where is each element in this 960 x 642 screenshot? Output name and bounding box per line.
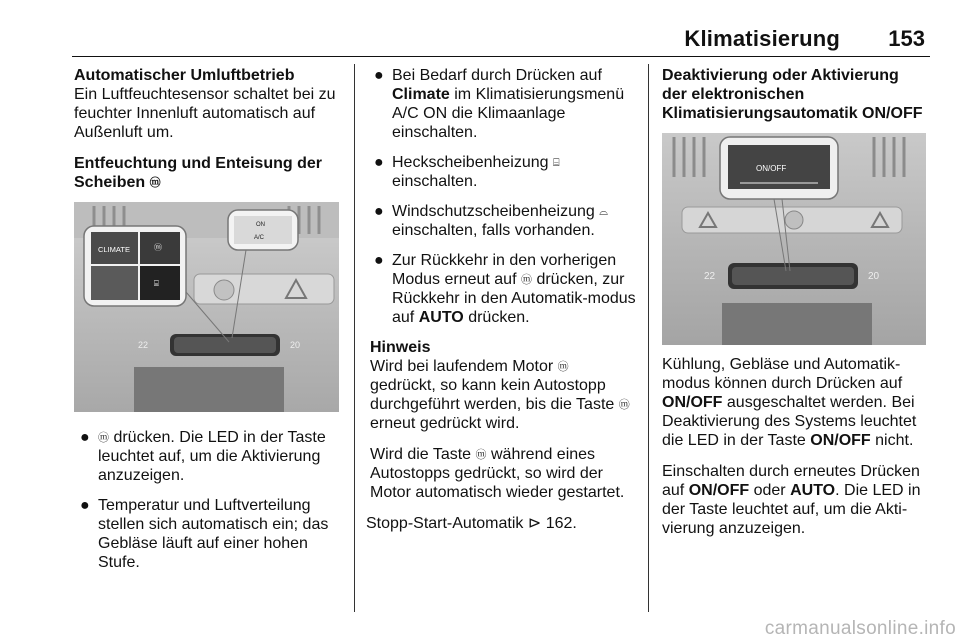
text: drücken, zur Rückkehr in den Automatik-modus auf — [392, 271, 636, 326]
onoff-panel-illustration — [662, 133, 926, 345]
svg-text:ⓜ: ⓜ — [154, 243, 162, 252]
header-rule — [72, 56, 930, 57]
text: Einschalten durch erneutes Drücken auf — [662, 463, 920, 499]
paragraph: Ein Luftfeuchtesensor schaltet bei zu feuchter Innenluft automatisch auf Außenluft um. — [74, 86, 336, 141]
defrost-icon: ⓜ — [98, 431, 109, 444]
section-heading — [74, 154, 346, 192]
list-item: ● Temperatur und Luftverteilung stellen sich automatisch ein; das Gebläse läuft auf einer hohen Stufe. — [80, 497, 329, 571]
temp-left-label: 22 — [704, 271, 716, 282]
text: Wird die Taste — [370, 446, 472, 463]
defrost-icon: ⓜ — [475, 448, 487, 461]
on-label: ON — [256, 222, 265, 228]
list-item: ● Zur Rückkehr in den vorherigen Modus erneut auf ⓜ drücken, zur Rückkehr in den Automatik-modus auf AUTO drücken. — [374, 252, 636, 326]
rear-window-heating-icon: ⌸ — [553, 156, 560, 169]
column-3 — [662, 66, 928, 550]
note-paragraph — [370, 357, 636, 433]
bullet-list — [74, 428, 346, 572]
text: drücken. — [468, 309, 530, 326]
temp-left-label: 22 — [138, 340, 149, 350]
temp-right-label: 20 — [868, 271, 880, 282]
ac-label: A/C — [254, 235, 265, 241]
watermark: carmanualsonline.info — [764, 618, 956, 639]
text: Wird bei laufendem Motor — [370, 358, 554, 375]
text: einschalten, falls vorhanden. — [392, 222, 595, 239]
svg-text:⌸: ⌸ — [154, 279, 159, 288]
text: einschalten. — [392, 173, 478, 190]
list-item: ● Heckscheibenheizung ⌸ einschalten. — [374, 154, 560, 190]
cross-reference[interactable] — [366, 514, 636, 533]
text: erneut gedrückt wird. — [370, 415, 520, 432]
column-divider — [648, 64, 649, 612]
windscreen-heating-icon: ⌓ — [599, 205, 608, 218]
xref-page: 162. — [545, 515, 577, 532]
page-ref-arrow-icon: ⊳ — [527, 515, 542, 532]
climate-keyword: Climate — [392, 86, 450, 103]
text: nicht. — [875, 432, 914, 449]
text: oder — [753, 482, 786, 499]
list-item-text: drücken. Die LED in der Taste leuchtet auf, um die Aktivierung anzuzeigen. — [98, 429, 326, 484]
defrost-icon: ⓜ — [520, 273, 532, 286]
xref-text: Stopp-Start-Automatik — [366, 515, 524, 532]
climate-panel-photo — [74, 202, 339, 412]
text: ausgeschaltet werden. Bei Deaktivierung des Systems leuchtet die LED in der Taste — [662, 394, 917, 449]
text: Zur Rückkehr in den vorherigen Modus erneut auf — [392, 252, 617, 288]
note-title: Hinweis — [370, 339, 431, 356]
bullet-list — [368, 66, 636, 327]
auto-keyword: AUTO — [418, 309, 464, 326]
onoff-keyword: ON/OFF — [662, 394, 723, 411]
text: während eines Autostopps gedrückt, so wird der Motor automatisch wieder gestartet. — [370, 446, 625, 501]
paragraph — [662, 355, 928, 450]
column-1 — [74, 66, 346, 583]
column-divider — [354, 64, 355, 612]
text: Heckscheibenheizung — [392, 154, 549, 171]
text: Kühlung, Gebläse und Automatik-modus können durch Drücken auf — [662, 356, 903, 392]
heading-text: Entfeuchtung und Enteisung der Scheiben — [74, 155, 322, 191]
list-item: ● Bei Bedarf durch Drücken auf Climate im Klimatisierungsmenü A/C ON die Klimaanlage einschalten. — [374, 67, 625, 141]
onoff-panel-photo — [662, 133, 926, 345]
chapter-title: Klimatisierung — [684, 26, 840, 51]
climate-panel-illustration — [74, 202, 339, 412]
climate-button-label: CLIMATE — [98, 245, 130, 254]
list-item: ● Windschutzscheibenheizung ⌓ einschalten, falls vorhanden. — [374, 203, 608, 239]
onoff-keyword: ON/OFF — [810, 432, 871, 449]
defrost-icon: ⓜ — [149, 176, 161, 189]
note-paragraph — [370, 445, 636, 502]
text: im Klimatisierungsmenü A/C ON die Klimaanlage einschalten. — [392, 86, 625, 141]
page-number: 153 — [888, 26, 925, 51]
list-item: ● ⓜ drücken. Die LED in der Taste leuchtet auf, um die Aktivierung anzuzeigen. — [80, 429, 326, 484]
temp-right-label: 20 — [290, 340, 301, 350]
defrost-icon: ⓜ — [557, 360, 569, 373]
section-heading: Automatischer Umluftbetrieb — [74, 67, 295, 84]
text: . Die LED in der Taste leuchtet auf, um die Akti-vierung anzuzeigen. — [662, 482, 921, 537]
text: Bei Bedarf durch Drücken auf — [392, 67, 602, 84]
onoff-keyword: ON/OFF — [688, 482, 750, 499]
text: gedrückt, so kann kein Autostopp durchgeführt werden, bis die Taste — [370, 377, 615, 413]
onoff-button-label: ON/OFF — [756, 164, 787, 173]
column-2 — [368, 66, 636, 533]
section-heading: Deaktivierung oder Aktivierung der elektronischen Klimatisierungsautomatik ON/OFF — [662, 67, 923, 122]
note-box — [368, 338, 636, 502]
page-header — [0, 20, 930, 56]
list-item-text: Temperatur und Luftverteilung stellen sich automatisch ein; das Gebläse läuft auf einer hohen Stufe. — [98, 497, 329, 571]
text: Windschutzscheibenheizung — [392, 203, 595, 220]
paragraph — [662, 462, 928, 538]
defrost-icon: ⓜ — [618, 398, 630, 411]
auto-keyword: AUTO — [790, 482, 836, 499]
